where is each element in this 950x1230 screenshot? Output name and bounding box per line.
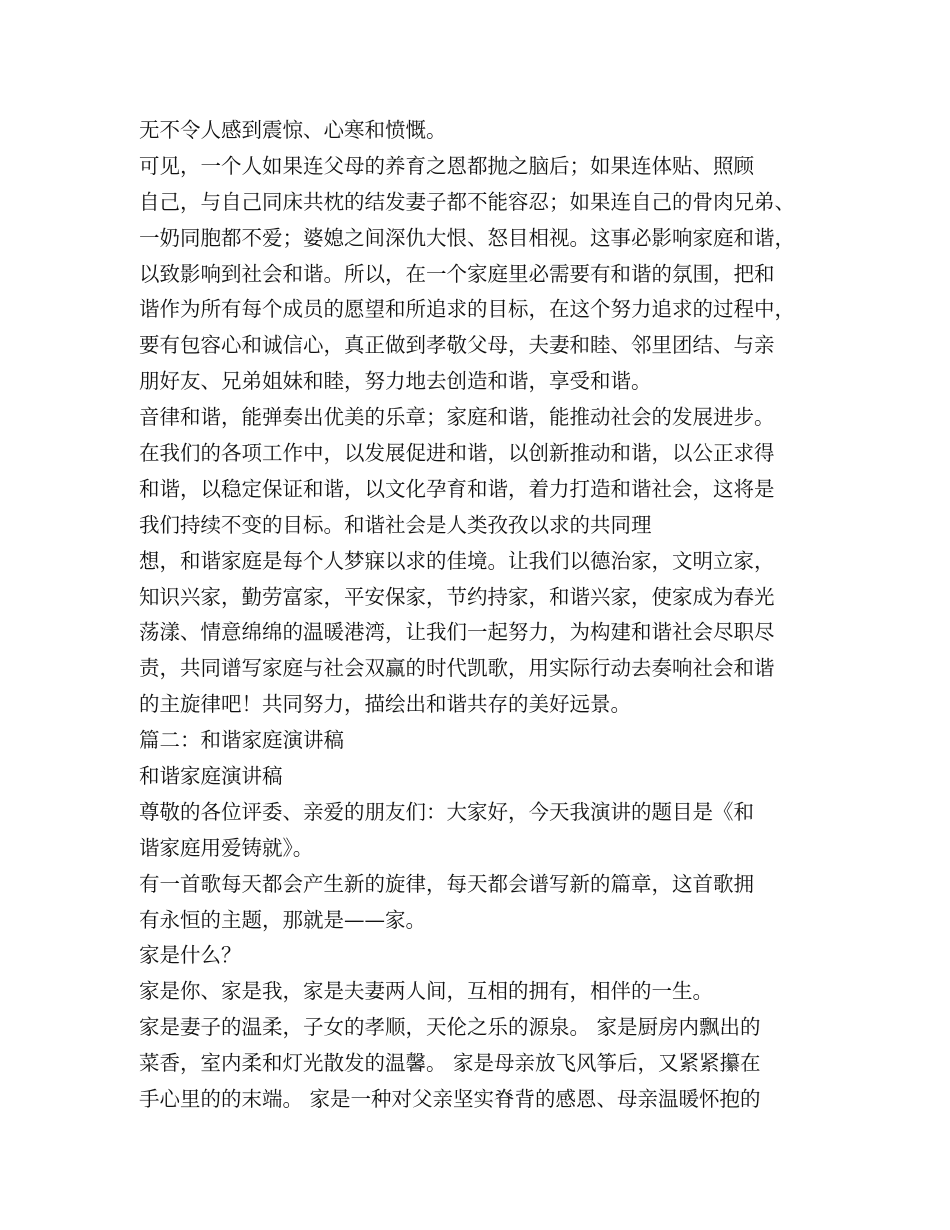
- text-line: 自己，与自己同床共枕的结发妻子都不能容忍；如果连自己的骨肉兄弟、: [139, 189, 795, 214]
- text-line: 可见，一个人如果连父母的养育之恩都抛之脑后；如果连体贴、照顾: [139, 153, 754, 178]
- document-body: [139, 113, 829, 1118]
- text-line: 要有包容心和诚信心，真正做到孝敬父母，夫妻和睦、邻里团结、与亲: [139, 333, 775, 358]
- text-line: 和谐，以稳定保证和谐，以文化孕育和谐，着力打造和谐社会，这将是: [139, 476, 775, 501]
- text-line: 家是妻子的温柔，子女的孝顺，天伦之乐的源泉。 家是厨房内飘出的: [139, 1015, 761, 1040]
- text-line: 手心里的的末端。 家是一种对父亲坚实脊背的感恩、母亲温暖怀抱的: [139, 1087, 761, 1112]
- text-line: 想，和谐家庭是每个人梦寐以求的佳境。让我们以德治家，文明立家，: [139, 548, 775, 573]
- text-line: 有一首歌每天都会产生新的旋律，每天都会谱写新的篇章，这首歌拥: [139, 871, 754, 896]
- text-line: 朋好友、兄弟姐妹和睦，努力地去创造和谐，享受和谐。: [139, 369, 652, 394]
- text-line: 在我们的各项工作中，以发展促进和谐，以创新推动和谐，以公正求得: [139, 441, 775, 466]
- text-line: 荡漾、情意绵绵的温暖港湾，让我们一起努力，为构建和谐社会尽职尽: [139, 620, 775, 645]
- text-line: 家是你、家是我，家是夫妻两人间，互相的拥有，相伴的一生。: [139, 979, 713, 1004]
- text-line: 知识兴家，勤劳富家，平安保家，节约持家，和谐兴家，使家成为春光: [139, 584, 775, 609]
- text-line: 一奶同胞都不爱；婆媳之间深仇大恨、怒目相视。这事必影响家庭和谐，: [139, 225, 795, 250]
- text-line: 我们持续不变的目标。和谐社会是人类孜孜以求的共同理: [139, 512, 652, 537]
- text-line: 家是什么？: [139, 943, 242, 968]
- text-line: 无不令人感到震惊、心寒和愤慨。: [139, 118, 447, 142]
- text-line: 责，共同谱写家庭与社会双赢的时代凯歌，用实际行动去奏响社会和谐: [139, 656, 775, 681]
- text-line: 谐家庭用爱铸就》。: [139, 835, 314, 860]
- text-line: 的主旋律吧！共同努力，描绘出和谐共存的美好远景。: [139, 692, 631, 717]
- text-line: 谐作为所有每个成员的愿望和所追求的目标，在这个努力追求的过程中，: [139, 297, 795, 322]
- text-line: 以致影响到社会和谐。所以，在一个家庭里必需要有和谐的氛围，把和: [139, 261, 775, 286]
- text-line: 音律和谐，能弹奏出优美的乐章；家庭和谐，能推动社会的发展进步。: [139, 405, 775, 430]
- section-heading: 篇二：和谐家庭演讲稿: [139, 728, 344, 753]
- text-line: 尊敬的各位评委、亲爱的朋友们：大家好，今天我演讲的题目是《和: [139, 799, 754, 824]
- speech-title: 和谐家庭演讲稿: [139, 764, 283, 789]
- text-line: 菜香，室内柔和灯光散发的温馨。 家是母亲放飞风筝后，又紧紧攥在: [139, 1051, 761, 1076]
- text-line: 有永恒的主题，那就是——家。: [139, 907, 426, 932]
